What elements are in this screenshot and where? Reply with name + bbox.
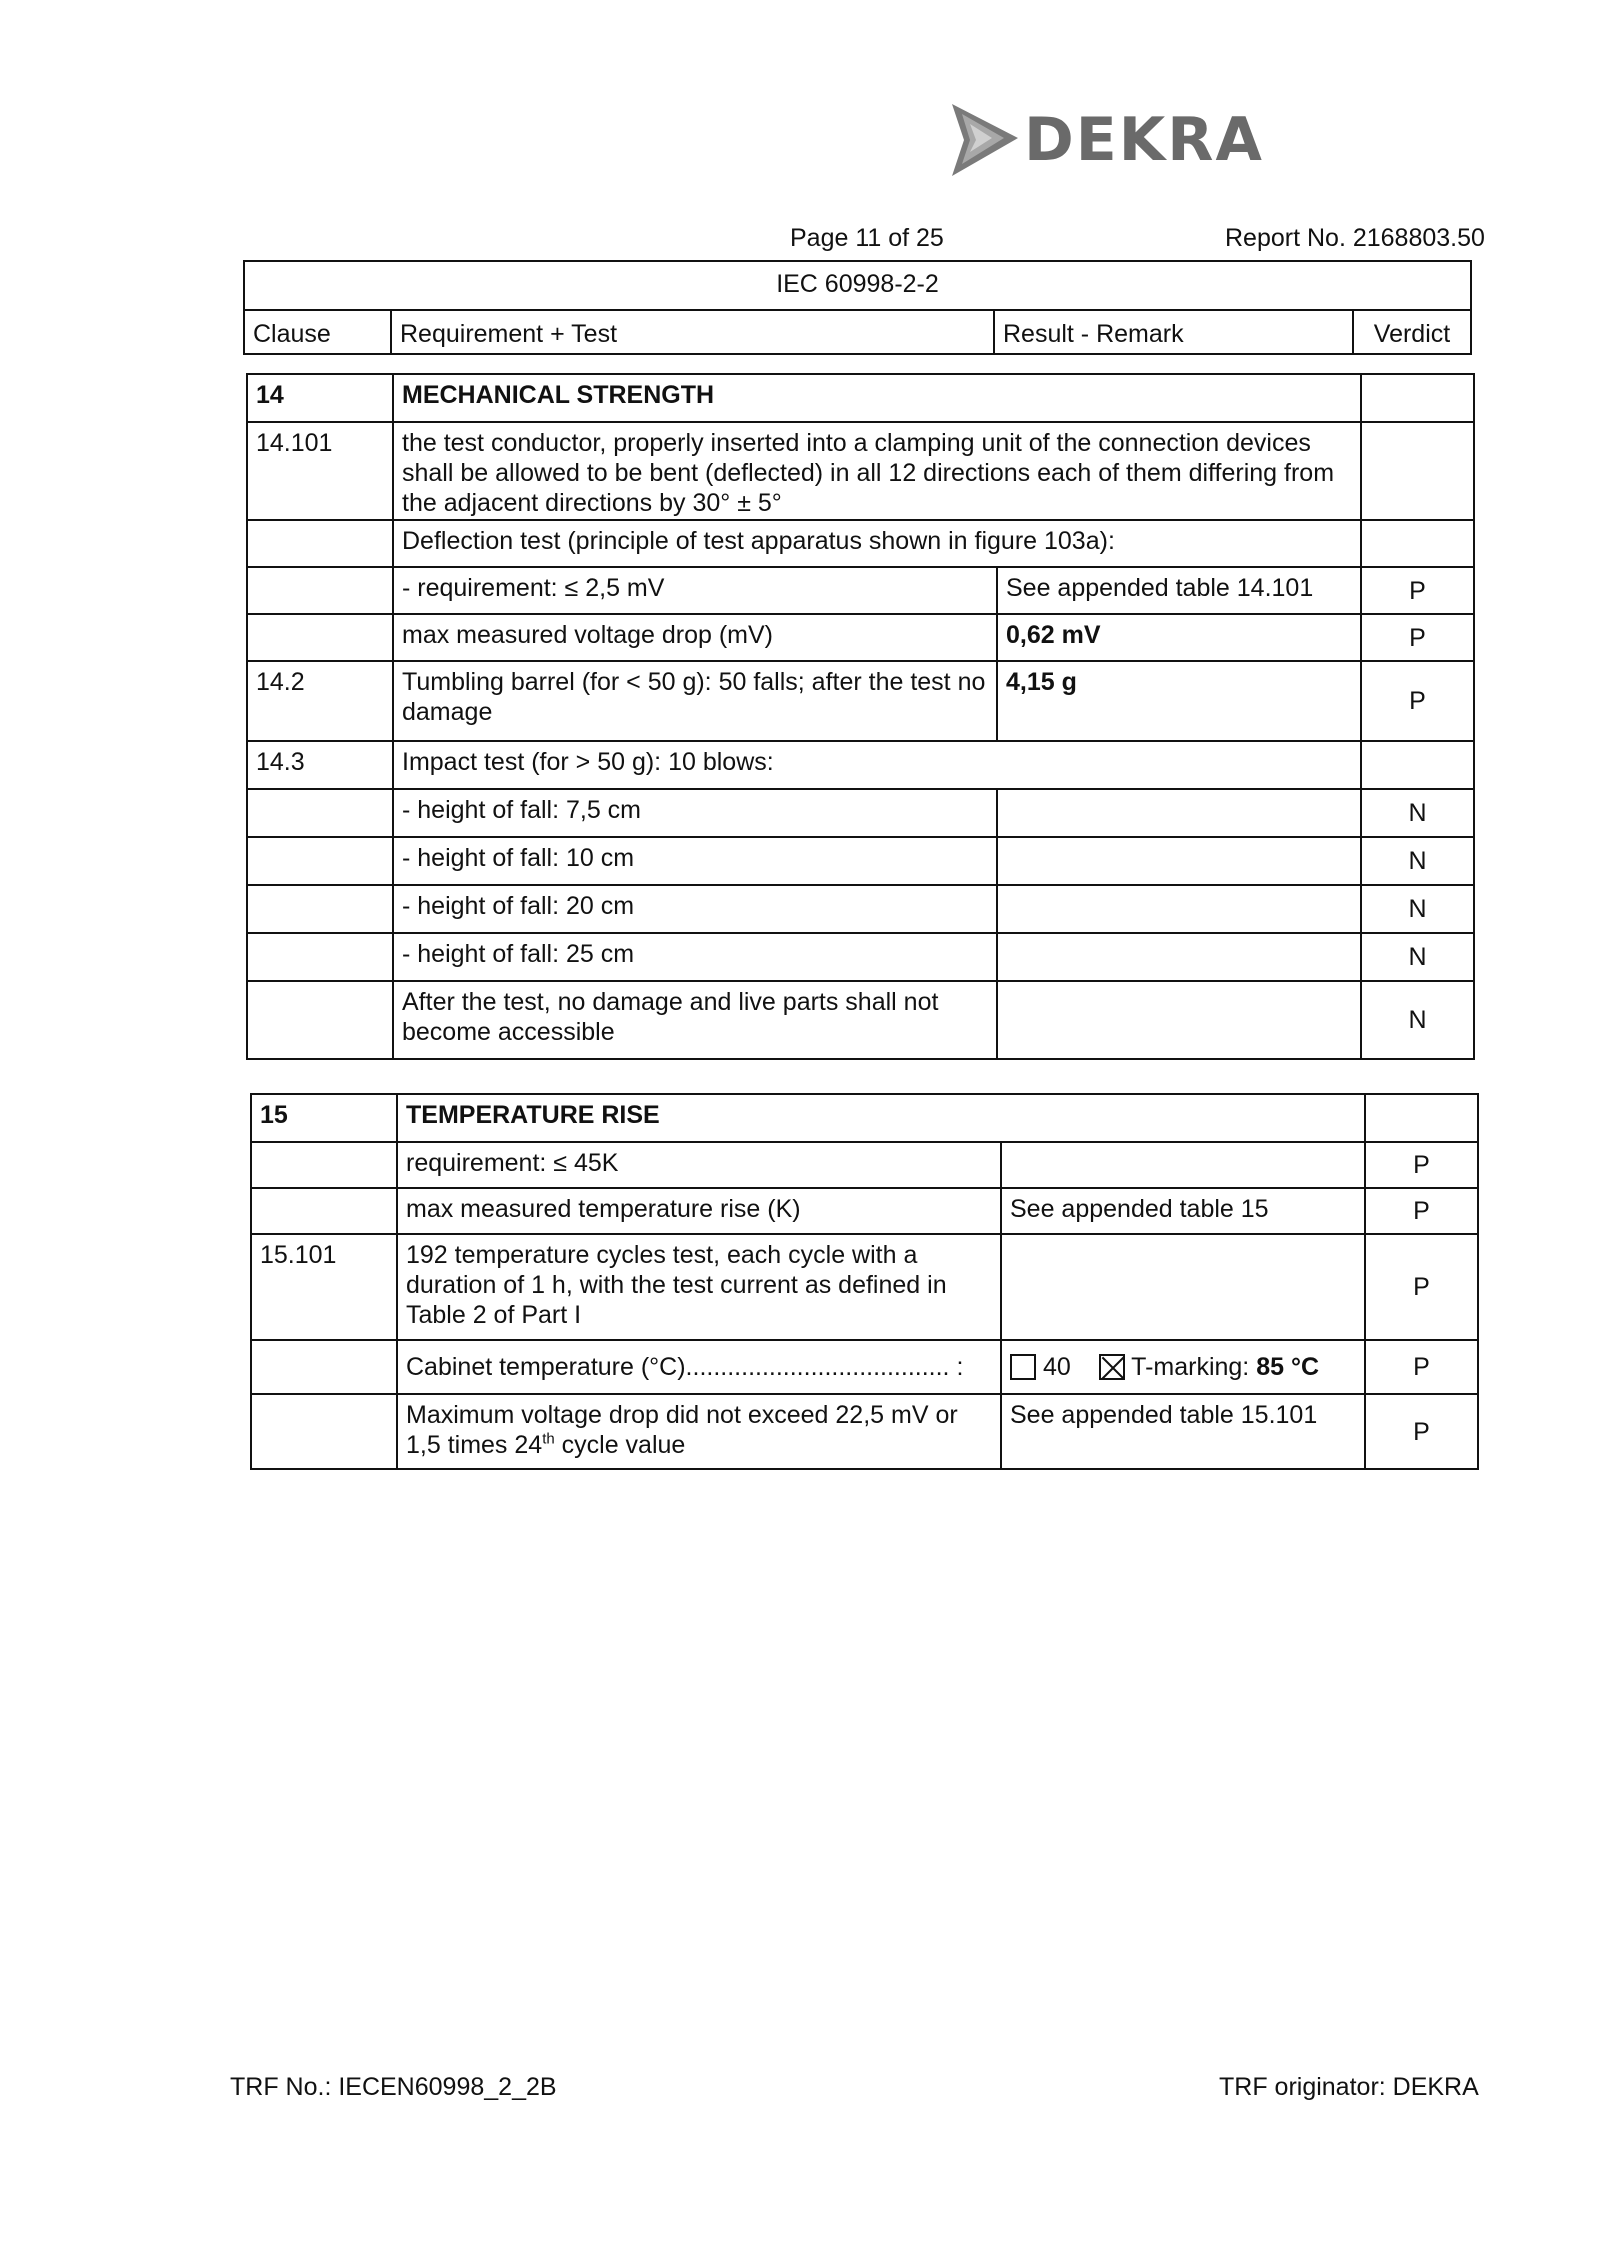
verdict-cell: N	[1361, 885, 1474, 933]
verdict-cell: P	[1361, 567, 1474, 614]
requirement-text: - height of fall: 20 cm	[393, 885, 997, 933]
clause-number	[247, 837, 393, 885]
verdict-cell: N	[1361, 933, 1474, 981]
verdict-cell: N	[1361, 981, 1474, 1059]
requirement-text-part: Maximum voltage drop did not exceed 22,5 mV or 1,5 times 24	[406, 1401, 958, 1459]
requirement-text: the test conductor, properly inserted into a clamping unit of the connection devices shall be allowed to be bent (deflected) in all 12 directions each of them differing from the adjacent directions by 30° ± 5°	[393, 422, 1361, 520]
requirement-text: 192 temperature cycles test, each cycle with a duration of 1 h, with the test current as defined in Table 2 of Part I	[397, 1234, 1001, 1340]
verdict-cell	[1361, 422, 1474, 520]
table-row	[251, 1188, 1478, 1234]
standard-title: IEC 60998-2-2	[776, 270, 939, 298]
table-row	[247, 614, 1474, 661]
trf-number: TRF No.: IECEN60998_2_2B	[230, 2073, 557, 2101]
table-row	[247, 520, 1474, 567]
verdict-cell: P	[1365, 1188, 1478, 1234]
requirement-text: Impact test (for > 50 g): 10 blows:	[393, 741, 1361, 789]
clause-number: 14.2	[247, 661, 393, 741]
table-row	[247, 837, 1474, 885]
result-text: 0,62 mV	[997, 614, 1361, 661]
result-text: See appended table 15.101	[1001, 1394, 1365, 1469]
result-column-header: Result - Remark	[993, 311, 1352, 353]
result-options	[1001, 1340, 1365, 1394]
t-marking-label: T-marking:	[1131, 1353, 1250, 1381]
requirement-text: After the test, no damage and live parts shall not become accessible	[393, 981, 997, 1059]
table-row	[247, 789, 1474, 837]
verdict-cell: P	[1361, 661, 1474, 741]
requirement-text: Deflection test (principle of test apparatus shown in figure 103a):	[393, 520, 1361, 567]
clause-number: 15.101	[251, 1234, 397, 1340]
section-heading-row	[247, 374, 1474, 422]
table-row	[247, 567, 1474, 614]
page-number: Page 11 of 25	[790, 224, 944, 252]
requirement-text: - requirement: ≤ 2,5 mV	[393, 567, 997, 614]
result-text: 4,15 g	[997, 661, 1361, 741]
ordinal-superscript: th	[542, 1430, 555, 1448]
clause-number: 15	[251, 1094, 397, 1142]
dekra-logo-text: DEKRA	[1024, 105, 1264, 175]
dekra-logo	[948, 100, 1264, 180]
requirement-text: max measured temperature rise (K)	[397, 1188, 1001, 1234]
clause-number: 14.101	[247, 422, 393, 520]
verdict-cell	[1361, 520, 1474, 567]
section-title: MECHANICAL STRENGTH	[393, 374, 1361, 422]
result-text	[997, 933, 1361, 981]
table-row	[247, 885, 1474, 933]
clause-number	[251, 1142, 397, 1188]
clause-number	[247, 614, 393, 661]
clause-number	[247, 567, 393, 614]
table-row	[251, 1142, 1478, 1188]
verdict-cell: N	[1361, 789, 1474, 837]
dekra-arrow-icon	[948, 100, 1020, 180]
section-14-table	[246, 373, 1475, 1060]
clause-number	[247, 933, 393, 981]
result-text	[997, 789, 1361, 837]
report-header-box	[243, 260, 1472, 355]
clause-number	[247, 885, 393, 933]
report-number: Report No. 2168803.50	[1225, 224, 1485, 252]
option-40-label: 40	[1042, 1353, 1071, 1381]
section-title: TEMPERATURE RISE	[397, 1094, 1365, 1142]
verdict-cell: N	[1361, 837, 1474, 885]
requirement-text: Tumbling barrel (for < 50 g): 50 falls; after the test no damage	[393, 661, 997, 741]
clause-number: 14.3	[247, 741, 393, 789]
table-row	[247, 981, 1474, 1059]
requirement-text: Cabinet temperature (°C)...................................... :	[397, 1340, 1001, 1394]
table-row	[251, 1394, 1478, 1469]
requirement-column-header: Requirement + Test	[390, 311, 993, 353]
clause-number	[247, 520, 393, 567]
verdict-cell: P	[1361, 614, 1474, 661]
clause-number: 14	[247, 374, 393, 422]
requirement-text-part: cycle value	[554, 1431, 686, 1459]
verdict-column-header: Verdict	[1352, 311, 1470, 353]
requirement-text: max measured voltage drop (mV)	[393, 614, 997, 661]
column-header-row	[245, 309, 1470, 353]
requirement-text: requirement: ≤ 45K	[397, 1142, 1001, 1188]
result-text: See appended table 14.101	[997, 567, 1361, 614]
clause-number	[247, 981, 393, 1059]
result-text	[1001, 1234, 1365, 1340]
clause-number	[251, 1340, 397, 1394]
checkbox-40-unchecked	[1010, 1354, 1036, 1380]
trf-originator: TRF originator: DEKRA	[1219, 2073, 1479, 2101]
table-row	[247, 661, 1474, 741]
verdict-cell: P	[1365, 1234, 1478, 1340]
checkbox-t-marking-checked	[1099, 1354, 1125, 1380]
requirement-text: - height of fall: 10 cm	[393, 837, 997, 885]
table-row	[247, 422, 1474, 520]
requirement-text: - height of fall: 25 cm	[393, 933, 997, 981]
result-text	[1001, 1142, 1365, 1188]
requirement-text: - height of fall: 7,5 cm	[393, 789, 997, 837]
clause-number	[251, 1188, 397, 1234]
table-row	[247, 741, 1474, 789]
clause-column-header: Clause	[253, 320, 331, 348]
verdict-cell: P	[1365, 1394, 1478, 1469]
clause-number	[251, 1394, 397, 1469]
verdict-cell	[1365, 1094, 1478, 1142]
table-row	[251, 1340, 1478, 1394]
requirement-text	[397, 1394, 1001, 1469]
verdict-cell	[1361, 374, 1474, 422]
table-row	[247, 933, 1474, 981]
verdict-cell: P	[1365, 1340, 1478, 1394]
section-heading-row	[251, 1094, 1478, 1142]
result-text: See appended table 15	[1001, 1188, 1365, 1234]
result-text	[997, 837, 1361, 885]
verdict-cell	[1361, 741, 1474, 789]
result-text	[997, 885, 1361, 933]
result-text	[997, 981, 1361, 1059]
section-15-table	[250, 1093, 1479, 1470]
clause-number	[247, 789, 393, 837]
table-row	[251, 1234, 1478, 1340]
t-marking-value: 85 °C	[1256, 1353, 1320, 1381]
verdict-cell: P	[1365, 1142, 1478, 1188]
